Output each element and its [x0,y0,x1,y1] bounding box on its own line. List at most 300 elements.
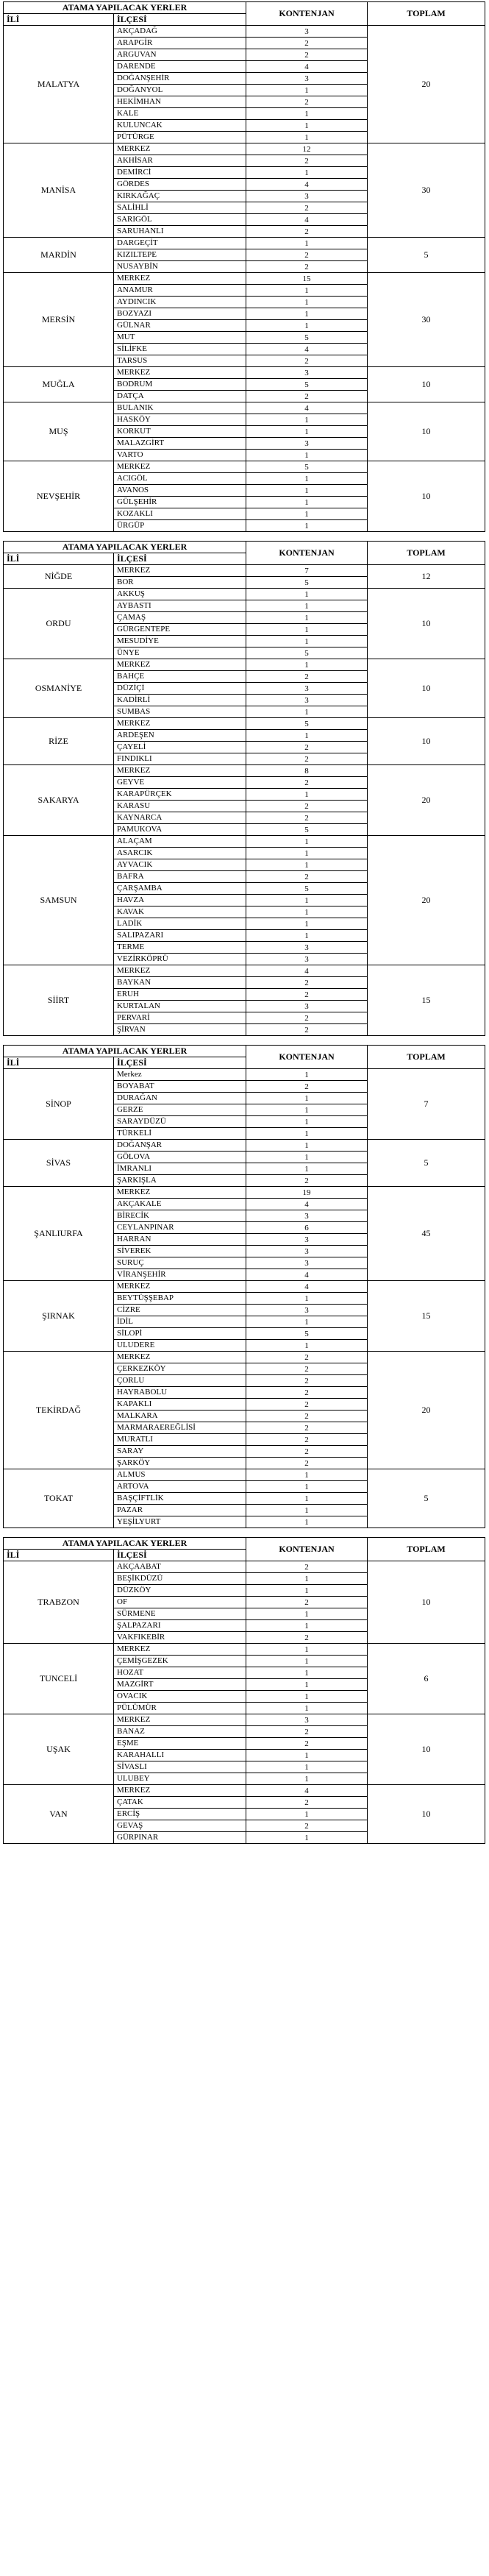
district-name: GERZE [114,1104,246,1116]
district-name: PAZAR [114,1505,246,1516]
province-total: 10 [368,461,485,532]
district-name: GÖRDES [114,179,246,191]
province-name: MUŞ [4,402,114,461]
quota-value: 8 [246,765,368,777]
province-total: 10 [368,1561,485,1644]
quota-value: 5 [246,647,368,659]
district-name: ÜRGÜP [114,520,246,532]
toplam-header: TOPLAM [368,542,485,565]
quota-value: 2 [246,1012,368,1024]
table-row [4,718,485,730]
quota-value: 5 [246,824,368,836]
district-name: DOĞANŞEHİR [114,73,246,85]
district-name: GEVAŞ [114,1820,246,1832]
assignment-table [3,1045,485,1528]
district-name: PÜLÜMÜR [114,1703,246,1714]
quota-value: 4 [246,965,368,977]
assignment-table [3,1,485,532]
quota-value: 1 [246,1573,368,1585]
quota-value: 1 [246,1620,368,1632]
quota-value: 5 [246,1328,368,1340]
district-name: HAVZA [114,895,246,906]
quota-value: 2 [246,1081,368,1093]
district-name: HASKÖY [114,414,246,426]
table-row [4,659,485,671]
district-name: KAPAKLI [114,1399,246,1411]
quota-value: 2 [246,155,368,167]
district-name: KAVAK [114,906,246,918]
quota-value: 1 [246,589,368,600]
district-name: TARSUS [114,355,246,367]
province-name: MANİSA [4,143,114,238]
assignment-table [3,541,485,1036]
province-total: 10 [368,367,485,402]
quota-value: 4 [246,1269,368,1281]
district-name: HEKİMHAN [114,96,246,108]
district-name: BAHÇE [114,671,246,683]
district-name: SARUHANLI [114,226,246,238]
table-title: ATAMA YAPILACAK YERLER [4,2,246,14]
province-name: NİĞDE [4,565,114,589]
district-name: SARIGÖL [114,214,246,226]
district-name: SARAY [114,1446,246,1458]
district-name: SİVEREK [114,1246,246,1257]
district-name: MERKEZ [114,461,246,473]
district-name: KORKUT [114,426,246,438]
quota-value: 1 [246,1832,368,1844]
district-name: TÜRKELİ [114,1128,246,1140]
district-name: DURAĞAN [114,1093,246,1104]
province-total: 5 [368,238,485,273]
province-total: 15 [368,965,485,1036]
table-row [4,836,485,848]
province-name: TRABZON [4,1561,114,1644]
province-total: 10 [368,659,485,718]
district-name: MERKEZ [114,273,246,285]
quota-value: 1 [246,1293,368,1305]
district-name: İDİL [114,1316,246,1328]
quota-value: 1 [246,659,368,671]
quota-value: 2 [246,989,368,1001]
quota-value: 1 [246,1809,368,1820]
quota-value: 3 [246,1305,368,1316]
province-total: 5 [368,1140,485,1187]
district-name: SİLOPİ [114,1328,246,1340]
il-header: İLİ [4,553,114,565]
district-name: ÇEMİŞGEZEK [114,1656,246,1667]
quota-value: 1 [246,624,368,636]
quota-value: 1 [246,636,368,647]
quota-value: 2 [246,977,368,989]
district-name: CEYLANPINAR [114,1222,246,1234]
quota-value: 1 [246,1585,368,1597]
quota-value: 1 [246,85,368,96]
quota-value: 1 [246,1703,368,1714]
district-name: ERCİŞ [114,1809,246,1820]
il-header: İLİ [4,14,114,26]
district-name: MERKEZ [114,1785,246,1797]
province-total: 10 [368,1714,485,1785]
quota-value: 2 [246,812,368,824]
table-row [4,1140,485,1152]
district-name: ÇAMAŞ [114,612,246,624]
quota-value: 2 [246,202,368,214]
quota-value: 4 [246,1199,368,1210]
quota-value: 1 [246,414,368,426]
district-name: ARDEŞEN [114,730,246,742]
province-total: 10 [368,718,485,765]
district-name: DARENDE [114,61,246,73]
district-name: HAYRABOLU [114,1387,246,1399]
province-total: 12 [368,565,485,589]
quota-value: 1 [246,1128,368,1140]
quota-value: 2 [246,1738,368,1750]
district-name: KURTALAN [114,1001,246,1012]
province-name: TEKİRDAĞ [4,1352,114,1469]
quota-value: 1 [246,1316,368,1328]
district-name: GÜRGENTEPE [114,624,246,636]
quota-value: 2 [246,226,368,238]
province-name: SAKARYA [4,765,114,836]
district-name: VİRANŞEHİR [114,1269,246,1281]
quota-value: 2 [246,1597,368,1608]
quota-value: 1 [246,1469,368,1481]
quota-value: 1 [246,706,368,718]
quota-value: 4 [246,1785,368,1797]
district-name: ERUH [114,989,246,1001]
district-name: BOYABAT [114,1081,246,1093]
district-name: KADİRLİ [114,695,246,706]
quota-value: 3 [246,1234,368,1246]
district-name: AKÇAKALE [114,1199,246,1210]
quota-value: 1 [246,906,368,918]
district-name: PÜTÜRGE [114,132,246,143]
district-name: SUMBAS [114,706,246,718]
province-name: UŞAK [4,1714,114,1785]
quota-value: 3 [246,695,368,706]
quota-value: 1 [246,1761,368,1773]
quota-value: 1 [246,895,368,906]
district-name: ARTOVA [114,1481,246,1493]
quota-value: 3 [246,1246,368,1257]
quota-value: 3 [246,191,368,202]
table-row [4,1281,485,1293]
quota-value: 2 [246,38,368,49]
district-name: BULANIK [114,402,246,414]
quota-value: 2 [246,1024,368,1036]
district-name: KARAPÜRÇEK [114,789,246,801]
district-name: GEYVE [114,777,246,789]
district-name: SİLİFKE [114,344,246,355]
province-total: 6 [368,1644,485,1714]
district-name: AYVACIK [114,859,246,871]
quota-value: 1 [246,1093,368,1104]
il-header: İLİ [4,1550,114,1561]
quota-value: 7 [246,565,368,577]
quota-value: 2 [246,1632,368,1644]
quota-value: 2 [246,801,368,812]
quota-value: 2 [246,1561,368,1573]
district-name: İMRANLI [114,1163,246,1175]
district-name: MERKEZ [114,965,246,977]
quota-value: 4 [246,61,368,73]
province-total: 5 [368,1469,485,1528]
quota-value: 1 [246,1493,368,1505]
table-row [4,402,485,414]
province-name: MARDİN [4,238,114,273]
quota-value: 1 [246,285,368,297]
quota-value: 4 [246,344,368,355]
quota-value: 3 [246,1257,368,1269]
district-name: KARAHALLI [114,1750,246,1761]
province-total: 20 [368,836,485,965]
district-name: MURATLI [114,1434,246,1446]
province-total: 20 [368,1352,485,1469]
quota-value: 1 [246,320,368,332]
district-name: NUSAYBİN [114,261,246,273]
district-name: GÜLNAR [114,320,246,332]
quota-value: 3 [246,73,368,85]
quota-value: 2 [246,249,368,261]
quota-value: 5 [246,379,368,391]
district-name: BANAZ [114,1726,246,1738]
quota-value: 4 [246,1281,368,1293]
district-name: MALAZGİRT [114,438,246,450]
quota-value: 1 [246,930,368,942]
quota-value: 4 [246,214,368,226]
district-name: AKHİSAR [114,155,246,167]
quota-value: 1 [246,1750,368,1761]
district-name: KIZILTEPE [114,249,246,261]
quota-value: 3 [246,1210,368,1222]
quota-value: 1 [246,918,368,930]
table-row [4,461,485,473]
district-name: AKÇAABAT [114,1561,246,1573]
quota-value: 19 [246,1187,368,1199]
quota-value: 2 [246,742,368,753]
district-name: SALİHLİ [114,202,246,214]
quota-value: 3 [246,1001,368,1012]
district-name: AKÇADAĞ [114,26,246,38]
quota-value: 6 [246,1222,368,1234]
district-name: KAYNARCA [114,812,246,824]
toplam-header: TOPLAM [368,1538,485,1561]
table-title: ATAMA YAPILACAK YERLER [4,1046,246,1057]
district-name: BEŞİKDÜZÜ [114,1573,246,1585]
table-row [4,367,485,379]
district-name: MERKEZ [114,659,246,671]
quota-value: 1 [246,297,368,308]
quota-value: 1 [246,836,368,848]
quota-value: 2 [246,777,368,789]
district-name: ALMUS [114,1469,246,1481]
quota-value: 1 [246,1691,368,1703]
district-name: ACIGÖL [114,473,246,485]
district-name: MERKEZ [114,1281,246,1293]
district-name: ALAÇAM [114,836,246,848]
quota-value: 2 [246,671,368,683]
district-name: GÖLOVA [114,1152,246,1163]
district-name: SARAYDÜZÜ [114,1116,246,1128]
quota-value: 2 [246,1411,368,1422]
district-name: DARGEÇİT [114,238,246,249]
province-name: TUNCELİ [4,1644,114,1714]
district-name: VEZİRKÖPRÜ [114,954,246,965]
district-name: MARMARAEREĞLİSİ [114,1422,246,1434]
table-row [4,589,485,600]
district-name: AVANOS [114,485,246,497]
province-name: MUĞLA [4,367,114,402]
district-name: CİZRE [114,1305,246,1316]
district-name: GÜRPINAR [114,1832,246,1844]
district-name: BODRUM [114,379,246,391]
district-name: ÇATAK [114,1797,246,1809]
quota-value: 1 [246,1505,368,1516]
province-name: SİNOP [4,1069,114,1140]
district-name: MERKEZ [114,1714,246,1726]
quota-value: 5 [246,577,368,589]
quota-value: 1 [246,167,368,179]
district-name: PERVARİ [114,1012,246,1024]
quota-value: 2 [246,1446,368,1458]
district-name: MALKARA [114,1411,246,1422]
quota-value: 2 [246,1797,368,1809]
district-name: BOZYAZI [114,308,246,320]
district-name: TERME [114,942,246,954]
quota-value: 1 [246,473,368,485]
quota-value: 1 [246,520,368,532]
table-title: ATAMA YAPILACAK YERLER [4,1538,246,1550]
district-name: ULUBEY [114,1773,246,1785]
quota-value: 1 [246,132,368,143]
district-name: ARAPGİR [114,38,246,49]
quota-value: 1 [246,859,368,871]
province-total: 20 [368,765,485,836]
quota-value: 1 [246,1656,368,1667]
quota-value: 5 [246,332,368,344]
quota-value: 1 [246,1516,368,1528]
province-name: SİVAS [4,1140,114,1187]
table-row [4,1785,485,1797]
table-row [4,26,485,38]
district-name: DÜZKÖY [114,1585,246,1597]
il-header: İLİ [4,1057,114,1069]
district-name: AYDINCIK [114,297,246,308]
district-name: MERKEZ [114,1187,246,1199]
district-name: FINDIKLI [114,753,246,765]
toplam-header: TOPLAM [368,1046,485,1069]
quota-value: 1 [246,612,368,624]
district-name: SÜRMENE [114,1608,246,1620]
district-name: ANAMUR [114,285,246,297]
province-total: 45 [368,1187,485,1281]
kontenjan-header: KONTENJAN [246,1538,368,1561]
district-name: MERKEZ [114,367,246,379]
quota-value: 1 [246,1644,368,1656]
district-name: MUT [114,332,246,344]
quota-value: 2 [246,391,368,402]
district-name: BOR [114,577,246,589]
ilce-header: İLÇESİ [114,1550,246,1561]
quota-value: 1 [246,238,368,249]
quota-value: 2 [246,1820,368,1832]
quota-value: 3 [246,683,368,695]
quota-value: 1 [246,600,368,612]
quota-value: 1 [246,848,368,859]
district-name: ULUDERE [114,1340,246,1352]
province-total: 20 [368,26,485,143]
quota-value: 1 [246,1152,368,1163]
district-name: LADİK [114,918,246,930]
quota-value: 1 [246,1340,368,1352]
kontenjan-header: KONTENJAN [246,2,368,26]
quota-value: 2 [246,1352,368,1363]
district-name: HARRAN [114,1234,246,1246]
district-name: MERKEZ [114,1644,246,1656]
quota-value: 1 [246,108,368,120]
district-name: ŞARKIŞLA [114,1175,246,1187]
quota-value: 1 [246,308,368,320]
quota-value: 3 [246,26,368,38]
quota-value: 5 [246,883,368,895]
table-row [4,1187,485,1199]
quota-value: 5 [246,461,368,473]
district-name: SURUÇ [114,1257,246,1269]
district-name: MERKEZ [114,718,246,730]
quota-value: 2 [246,1399,368,1411]
district-name: GÜLŞEHİR [114,497,246,508]
province-total: 15 [368,1281,485,1352]
province-total: 30 [368,273,485,367]
district-name: VARTO [114,450,246,461]
province-total: 10 [368,402,485,461]
district-name: DOĞANYOL [114,85,246,96]
ilce-header: İLÇESİ [114,1057,246,1069]
district-name: MERKEZ [114,765,246,777]
district-name: ÇERKEZKÖY [114,1363,246,1375]
province-total: 10 [368,1785,485,1844]
district-name: HOZAT [114,1667,246,1679]
kontenjan-header: KONTENJAN [246,1046,368,1069]
province-name: MERSİN [4,273,114,367]
quota-value: 1 [246,1116,368,1128]
quota-value: 1 [246,485,368,497]
province-name: ŞANLIURFA [4,1187,114,1281]
quota-value: 1 [246,789,368,801]
quota-value: 2 [246,261,368,273]
district-name: MERKEZ [114,1352,246,1363]
quota-value: 2 [246,1387,368,1399]
district-name: ASARCIK [114,848,246,859]
quota-value: 2 [246,1422,368,1434]
province-name: OSMANİYE [4,659,114,718]
district-name: AYBASTI [114,600,246,612]
quota-value: 3 [246,1714,368,1726]
district-name: ÇORLU [114,1375,246,1387]
table-row [4,1644,485,1656]
district-name: BEYTÜŞŞEBAP [114,1293,246,1305]
province-name: SAMSUN [4,836,114,965]
province-total: 30 [368,143,485,238]
table-row [4,143,485,155]
quota-value: 1 [246,1104,368,1116]
province-total: 7 [368,1069,485,1140]
district-name: DÜZİÇİ [114,683,246,695]
district-name: KALE [114,108,246,120]
table-row [4,1352,485,1363]
quota-value: 2 [246,1175,368,1187]
district-name: MAZGİRT [114,1679,246,1691]
